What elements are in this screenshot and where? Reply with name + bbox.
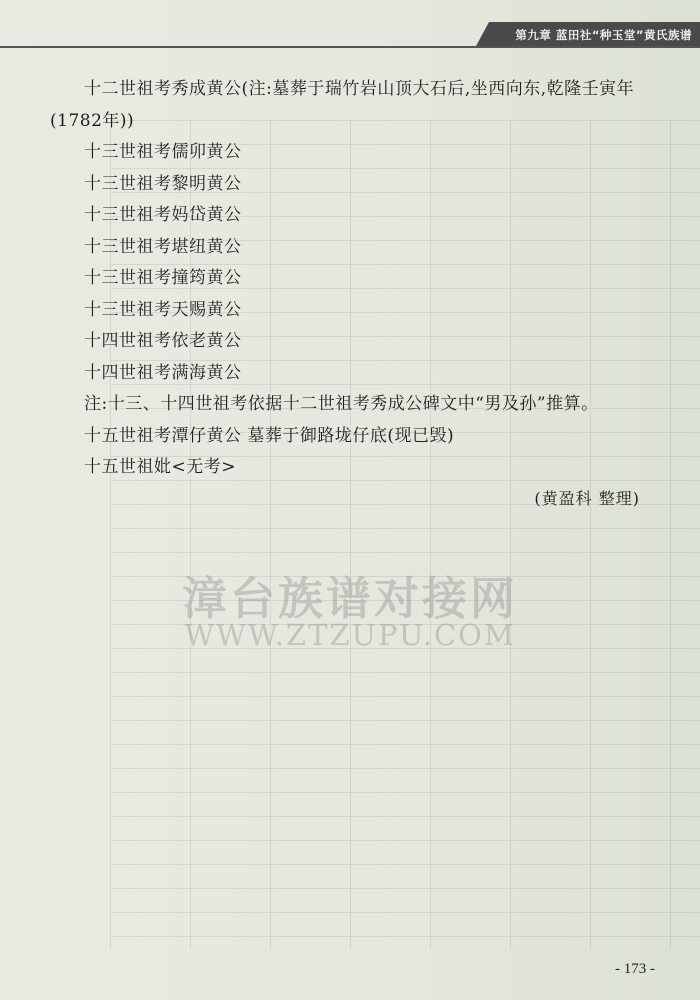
text-line: 十三世祖考撞筠黄公 bbox=[84, 268, 242, 288]
genealogy-text bbox=[50, 74, 650, 484]
page-number: - 173 - bbox=[615, 961, 655, 977]
watermark-url: WWW.ZTZUPU.COM bbox=[184, 618, 516, 652]
watermark-chinese: 漳台族谱对接网 bbox=[181, 572, 518, 625]
text-line: (1782年)) bbox=[50, 110, 135, 131]
text-line: 十四世祖考满海黄公 bbox=[84, 362, 242, 383]
text-line: 十五世祖考潭仔黄公 墓葬于御路垅仔底(现已毁) bbox=[84, 425, 455, 446]
compiler-credit: (黄盈科 整理) bbox=[534, 489, 640, 508]
text-line: 十二世祖考秀成黄公(注:墓葬于瑞竹岩山顶大石后,坐西向东,乾隆壬寅年 bbox=[84, 79, 635, 99]
note-line: 注:十三、十四世祖考依据十二世祖考秀成公碑文中“男及孙”推算。 bbox=[84, 394, 599, 414]
chapter-header-title: 第九章 蓝田社“种玉堂”黄氏族谱 bbox=[515, 28, 692, 42]
text-line: 十四世祖考依老黄公 bbox=[84, 331, 242, 351]
text-line: 十三世祖考儒卯黄公 bbox=[84, 142, 242, 162]
text-line: 十三世祖考天赐黄公 bbox=[84, 299, 242, 320]
text-line: 十五世祖妣<无考> bbox=[84, 457, 236, 477]
header-rule bbox=[0, 46, 700, 48]
text-line: 十三世祖考黎明黄公 bbox=[84, 173, 242, 194]
text-line: 十三世祖考堪纽黄公 bbox=[84, 236, 242, 257]
text-line: 十三世祖考妈岱黄公 bbox=[84, 205, 242, 225]
